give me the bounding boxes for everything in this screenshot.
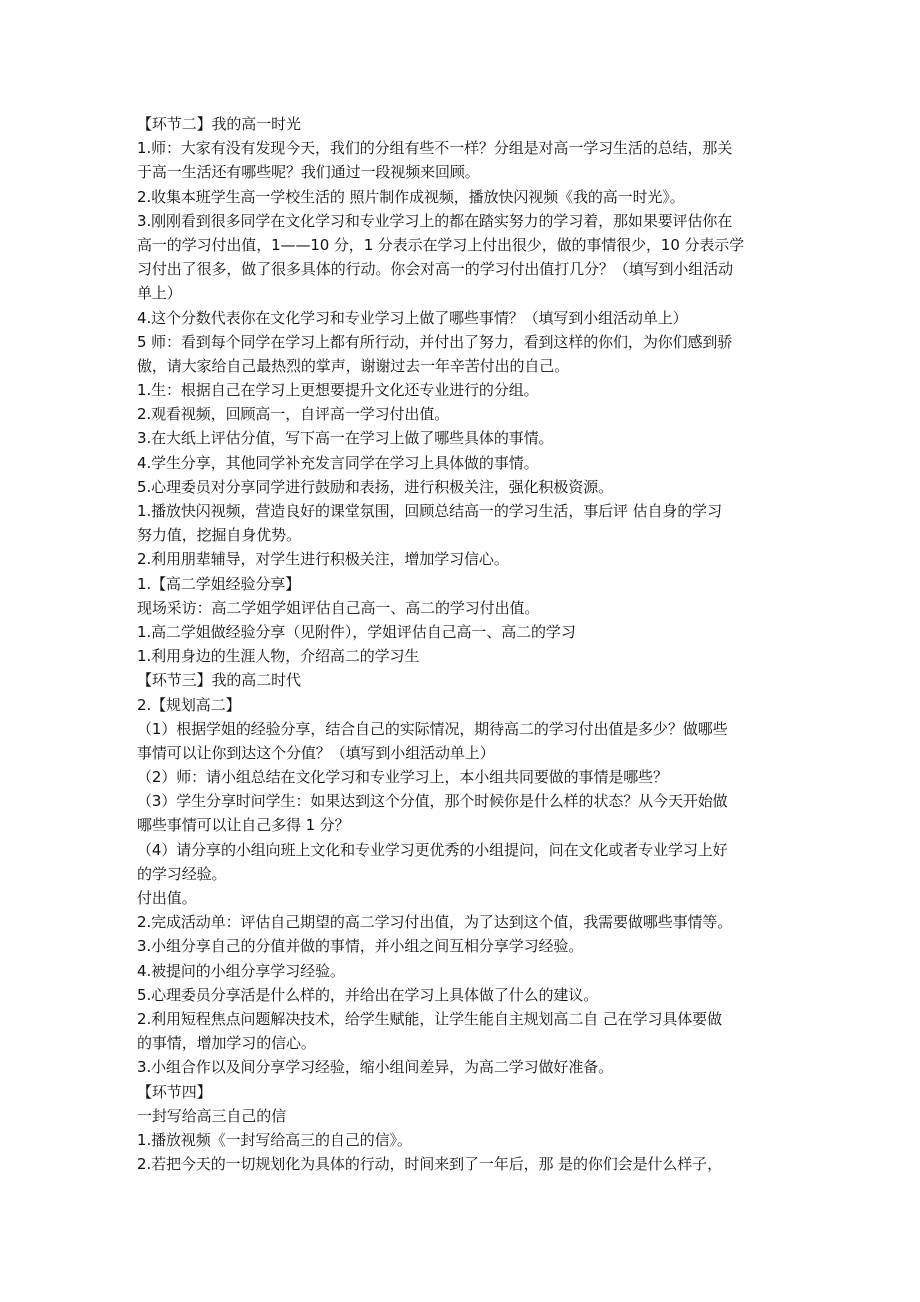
text-line: 3.小组分享自己的分值并做的事情，并小组之间互相分享学习经验。 [137,937,584,956]
text-line: （4）请分享的小组向班上文化和专业学习更优秀的小组提问，问在文化或者专业学习上好 [137,840,728,859]
text-line: （2）师：请小组总结在文化学习和专业学习上，本小组共同要做的事情是哪些？ [137,768,668,787]
text-line: 习付出了很多，做了很多具体的行动。你会对高一的学习付出值打几分？（填写到小组活动 [137,260,734,279]
text-line: 5.心理委员分享活是什么样的，并给出在学习上具体做了什么的建议。 [137,985,599,1004]
text-line: 高一的学习付出值，1——10 分，1 分表示在学习上付出很少，做的事情很少，10 分表示学 [137,235,745,254]
text-line: 于高一生活还有哪些呢？我们通过一段视频来回顾。 [137,163,480,182]
text-line: 【环节三】我的高二时代 [137,671,301,690]
text-line: （1）根据学姐的经验分享，结合自己的实际情况，期待高二的学习付出值是多少？做哪些 [137,719,728,738]
text-line: 4.被提问的小组分享学习经验。 [137,961,345,980]
text-line: 的学习经验。 [137,864,227,883]
text-line: 1.利用身边的生涯人物，介绍高二的学习生 [137,647,420,666]
text-line: （3）学生分享时问学生：如果达到这个分值，那个时候你是什么样的状态？从今天开始做 [137,792,728,811]
text-line: 3.小组合作以及间分享学习经验，缩小组间差异，为高二学习做好准备。 [137,1058,614,1077]
text-line: 努力值，挖掘自身优势。 [137,526,301,545]
text-line: 3.在大纸上评估分值，写下高一在学习上做了哪些具体的事情。 [137,429,554,448]
document-body [137,112,800,1176]
text-line: 2.收集本班学生高一学校生活的 照片制作成视频，播放快闪视频《我的高一时光》。 [137,187,685,206]
text-line: 【环节四】 [137,1082,212,1101]
text-line: 4.学生分享，其他同学补充发言同学在学习上具体做的事情。 [137,453,539,472]
text-line: 事情可以让你到达这个分值？（填写到小组活动单上） [137,743,495,762]
text-line: 1.播放快闪视频，营造良好的课堂氛围，回顾总结高一的学习生活，事后评 估自身的学习 [137,502,722,520]
text-line: 1.高二学姐做经验分享（见附件），学姐评估自己高一、高二的学习 [137,622,576,641]
text-line: 4.这个分数代表你在文化学习和专业学习上做了哪些事情？（填写到小组活动单上） [137,308,688,327]
text-line: 5 师：看到每个同学在学习上都有所行动，并付出了努力，看到这样的你们，为你们感到骄 [137,332,733,351]
text-line: 单上） [137,284,182,303]
text-line: 2.【规划高二】 [137,695,241,714]
text-line: 3.刚刚看到很多同学在文化学习和专业学习上的都在踏实努力的学习着，那如果要评估你在 [137,211,733,230]
text-line: 5.心理委员对分享同学进行鼓励和表扬，进行积极关注，强化积极资源。 [137,477,614,496]
text-line: 的事情，增加学习的信心。 [137,1034,316,1053]
text-line: 一封写给高三自己的信 [137,1106,287,1125]
text-line: 2.完成活动单：评估自己期望的高二学习付出值，为了达到这个值，我需要做哪些事情等。 [137,913,733,932]
text-line: 2.利用朋辈辅导，对学生进行积极关注，增加学习信心。 [137,550,509,569]
text-line: 哪些事情可以让自己多得 1 分？ [137,816,350,835]
text-line: 现场采访：高二学姐学姐评估自己高一、高二的学习付出值。 [137,598,540,617]
text-line: 2.利用短程焦点问题解决技术，给学生赋能，让学生能自主规划高二自 己在学习具体要做 [137,1009,722,1028]
text-line: 付出值。 [137,889,197,907]
text-line: 1.生：根据自己在学习上更想要提升文化还专业进行的分组。 [137,381,539,400]
text-line: 2.若把今天的一切规划化为具体的行动，时间来到了一年后，那 是的你们会是什么样子， [137,1155,722,1174]
text-line: 1.【高二学姐经验分享】 [137,574,301,593]
text-line: 1.播放视频《一封写给高三的自己的信》。 [137,1130,412,1149]
text-line: 1.师：大家有没有发现今天，我们的分组有些不一样？分组是对高一学习生活的总结，那关 [137,139,733,158]
text-line: 2.观看视频，回顾高一，自评高一学习付出值。 [137,405,450,424]
text-line: 傲，请大家给自己最热烈的掌声，谢谢过去一年辛苦付出的自己。 [137,356,570,375]
text-line: 【环节二】我的高一时光 [137,115,301,133]
